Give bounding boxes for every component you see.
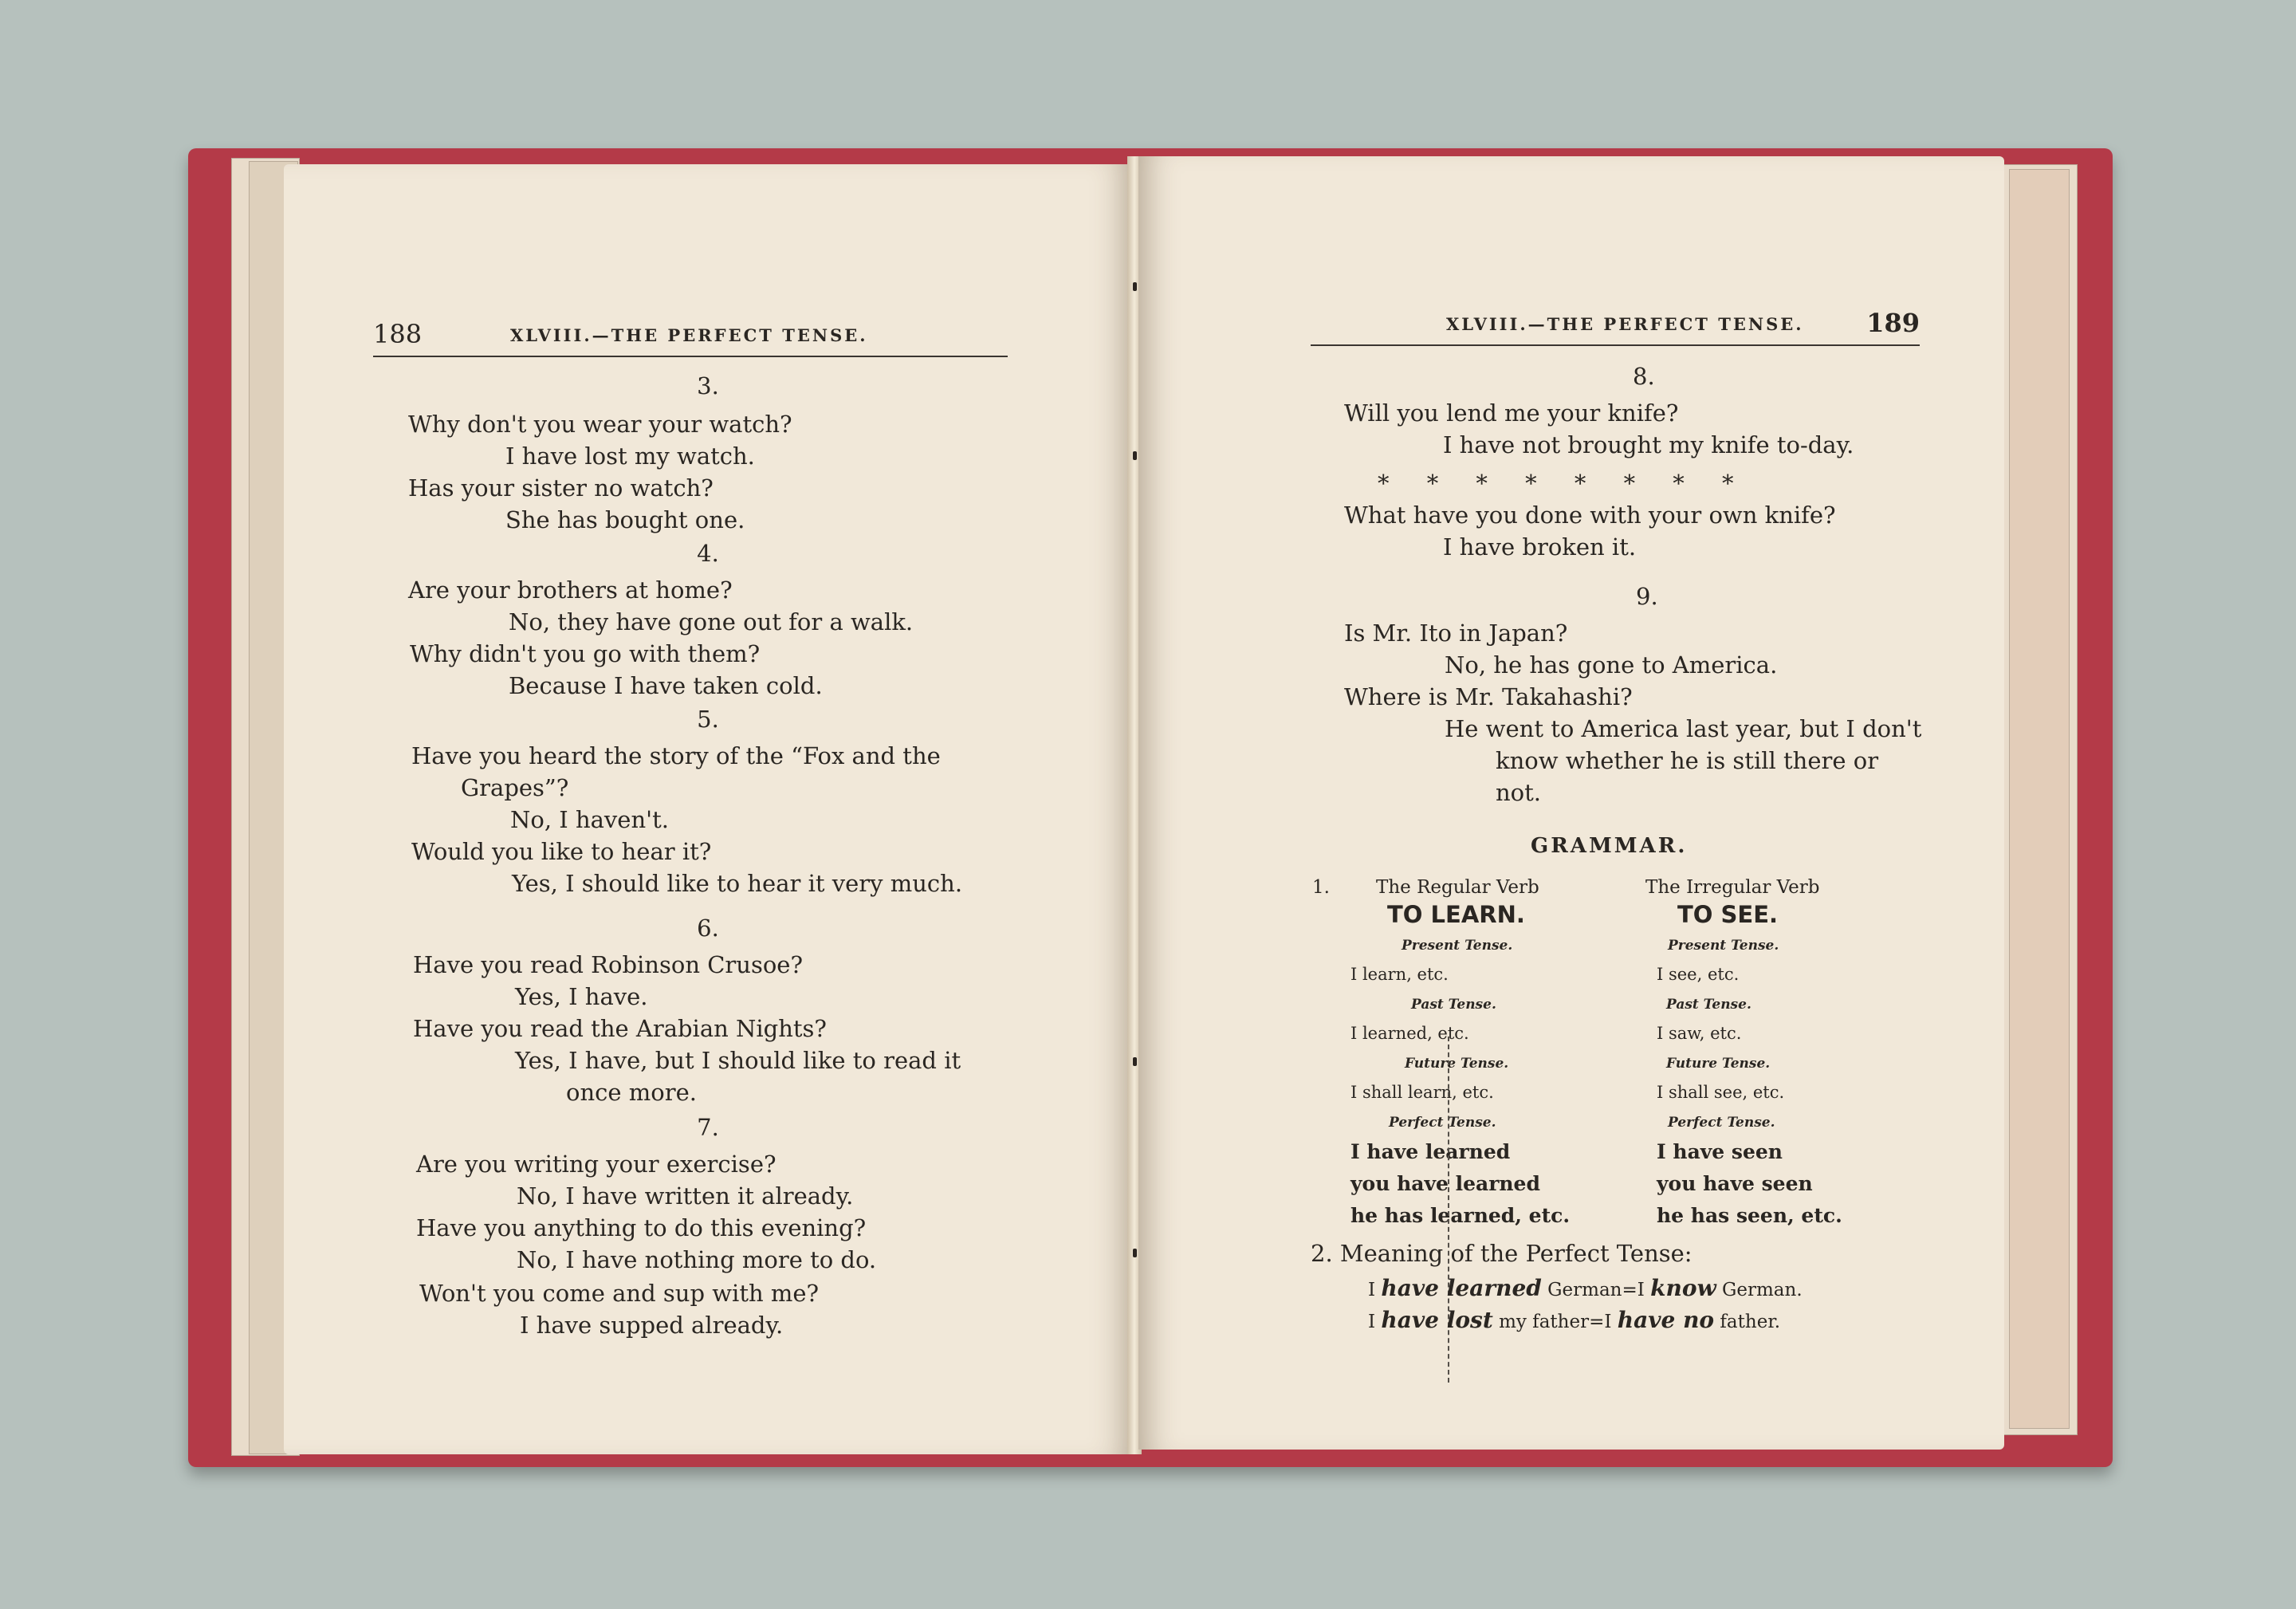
text-line: I have broken it. bbox=[1443, 533, 1637, 561]
text-line: I have lost my watch. bbox=[505, 443, 755, 470]
regular-future-form: I shall learn, etc. bbox=[1350, 1083, 1494, 1102]
regular-perfect-label: Perfect Tense. bbox=[1389, 1115, 1496, 1131]
ex1-a: have learned bbox=[1381, 1275, 1542, 1301]
ex2-mid: my father=I bbox=[1499, 1312, 1612, 1332]
text-line: Have you anything to do this evening? bbox=[416, 1214, 867, 1241]
text-line: not. bbox=[1496, 779, 1542, 806]
right-running-title: XLVIII.—THE PERFECT TENSE. bbox=[1446, 314, 1804, 334]
grammar-heading: GRAMMAR. bbox=[1531, 834, 1688, 858]
irregular-verb-label: The Irregular Verb bbox=[1645, 877, 1820, 898]
text-line: Has your sister no watch? bbox=[408, 474, 714, 502]
text-line: Will you lend me your knife? bbox=[1344, 399, 1679, 427]
regular-present-label: Present Tense. bbox=[1402, 938, 1513, 954]
section-9-number: 9. bbox=[1636, 583, 1658, 610]
binding-stitch bbox=[1133, 1249, 1137, 1257]
text-line: She has bought one. bbox=[505, 506, 745, 533]
binding-stitch bbox=[1133, 1057, 1137, 1066]
text-line: Because I have taken cold. bbox=[509, 672, 823, 699]
ex1-end: German. bbox=[1722, 1280, 1803, 1300]
binding-stitch bbox=[1133, 451, 1137, 460]
text-line: Yes, I should like to hear it very much. bbox=[512, 870, 963, 897]
text-line: Is Mr. Ito in Japan? bbox=[1344, 620, 1568, 647]
regular-perfect-form: you have learned bbox=[1350, 1172, 1540, 1195]
text-line: Have you read Robinson Crusoe? bbox=[413, 951, 804, 978]
text-line: He went to America last year, but I don't bbox=[1445, 715, 1922, 742]
text-line: Are your brothers at home? bbox=[408, 576, 733, 604]
ex2-a: have lost bbox=[1381, 1307, 1493, 1333]
text-line: Won't you come and sup with me? bbox=[419, 1280, 820, 1307]
text-line: Grapes”? bbox=[461, 774, 569, 801]
text-line: No, they have gone out for a walk. bbox=[509, 608, 914, 635]
text-line: Would you like to hear it? bbox=[411, 838, 712, 865]
text-line: Have you read the Arabian Nights? bbox=[413, 1015, 827, 1042]
irregular-past-label: Past Tense. bbox=[1666, 997, 1751, 1013]
regular-future-label: Future Tense. bbox=[1405, 1056, 1509, 1072]
regular-present-form: I learn, etc. bbox=[1350, 965, 1449, 984]
text-line: Yes, I have. bbox=[515, 983, 648, 1010]
ex2-end: father. bbox=[1720, 1312, 1781, 1332]
regular-perfect-form: I have learned bbox=[1350, 1140, 1511, 1163]
text-line: know whether he is still there or bbox=[1496, 747, 1879, 774]
ex2-b: have no bbox=[1617, 1307, 1715, 1333]
asterisk-divider: * * * * * * * * bbox=[1378, 470, 1734, 497]
page-stack-right-inner bbox=[2009, 169, 2070, 1429]
irregular-past-form: I saw, etc. bbox=[1657, 1024, 1742, 1043]
irregular-future-label: Future Tense. bbox=[1666, 1056, 1771, 1072]
text-line: Where is Mr. Takahashi? bbox=[1344, 683, 1633, 710]
right-page-number: 189 bbox=[1866, 308, 1920, 338]
section-3-number: 3. bbox=[697, 372, 719, 399]
left-running-head bbox=[373, 316, 1008, 357]
regular-perfect-form: he has learned, etc. bbox=[1350, 1204, 1571, 1227]
ex1-mid: German=I bbox=[1547, 1280, 1645, 1300]
regular-verb-label: The Regular Verb bbox=[1376, 877, 1539, 898]
irregular-perfect-form: I have seen bbox=[1657, 1140, 1783, 1163]
regular-past-label: Past Tense. bbox=[1411, 997, 1496, 1013]
grammar-item-number: 1. bbox=[1312, 877, 1330, 898]
text-line: What have you done with your own knife? bbox=[1344, 502, 1836, 529]
text-line: No, I haven't. bbox=[510, 806, 669, 833]
text-line: No, I have written it already. bbox=[517, 1182, 854, 1210]
section-8-number: 8. bbox=[1633, 363, 1655, 390]
right-page bbox=[1138, 156, 2004, 1450]
section-7-number: 7. bbox=[697, 1114, 719, 1141]
text-line: Yes, I have, but I should like to read it bbox=[515, 1047, 961, 1074]
section-4-number: 4. bbox=[697, 540, 719, 567]
section-5-number: 5. bbox=[697, 706, 719, 733]
text-line: Have you heard the story of the “Fox and the bbox=[411, 742, 941, 769]
text-line: No, he has gone to America. bbox=[1445, 651, 1778, 679]
text-line: Are you writing your exercise? bbox=[416, 1151, 776, 1178]
right-running-head bbox=[1311, 305, 1920, 346]
binding-stitch bbox=[1133, 282, 1137, 291]
ex1-i: I bbox=[1368, 1280, 1376, 1300]
left-page bbox=[284, 164, 1132, 1454]
left-page-number: 188 bbox=[373, 319, 423, 349]
section-6-number: 6. bbox=[697, 915, 719, 942]
text-line: I have supped already. bbox=[520, 1312, 784, 1339]
regular-verb-title: TO LEARN. bbox=[1387, 901, 1525, 928]
irregular-verb-title: TO SEE. bbox=[1677, 901, 1779, 928]
left-running-title: XLVIII.—THE PERFECT TENSE. bbox=[510, 325, 868, 345]
text-line: Why didn't you go with them? bbox=[410, 640, 761, 667]
regular-past-form: I learned, etc. bbox=[1350, 1024, 1469, 1043]
meaning-example-1 bbox=[1368, 1277, 1803, 1300]
text-line: Why don't you wear your watch? bbox=[408, 411, 792, 438]
text-line: No, I have nothing more to do. bbox=[517, 1246, 877, 1273]
irregular-present-label: Present Tense. bbox=[1668, 938, 1779, 954]
meaning-example-2 bbox=[1368, 1309, 1780, 1332]
text-line: I have not brought my knife to-day. bbox=[1443, 431, 1854, 458]
text-line: once more. bbox=[566, 1079, 697, 1106]
irregular-future-form: I shall see, etc. bbox=[1657, 1083, 1785, 1102]
ex2-i: I bbox=[1368, 1312, 1376, 1332]
meaning-heading: 2. Meaning of the Perfect Tense: bbox=[1311, 1240, 1693, 1267]
irregular-present-form: I see, etc. bbox=[1657, 965, 1740, 984]
ex1-b: know bbox=[1650, 1275, 1716, 1301]
irregular-perfect-form: you have seen bbox=[1657, 1172, 1813, 1195]
irregular-perfect-label: Perfect Tense. bbox=[1668, 1115, 1775, 1131]
irregular-perfect-form: he has seen, etc. bbox=[1657, 1204, 1842, 1227]
